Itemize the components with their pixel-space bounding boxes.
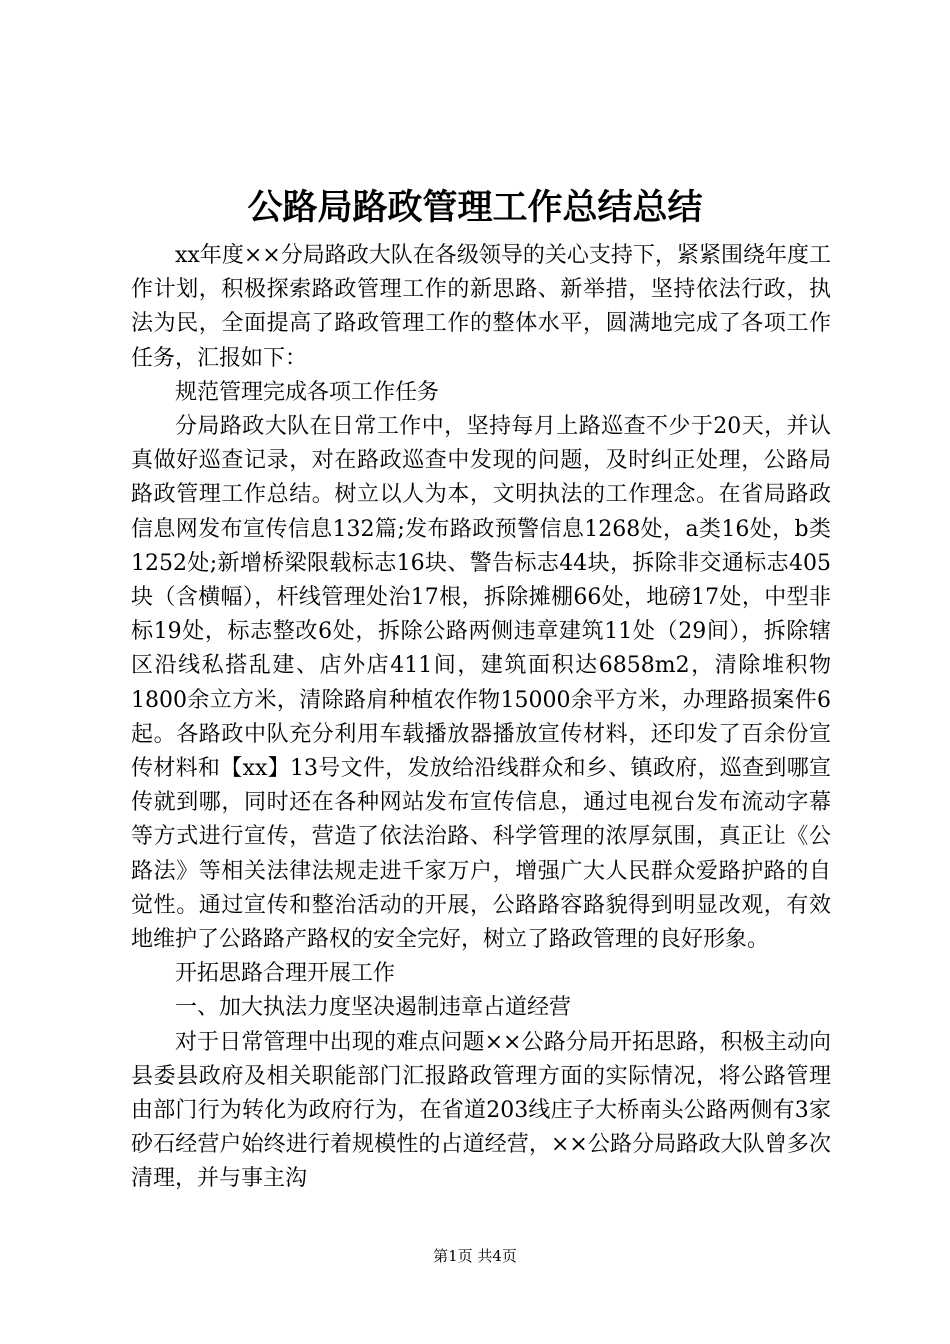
paragraph-main: 分局路政大队在日常工作中，坚持每月上路巡查不少于20天，并认真做好巡查记录，对在路政巡查中发现的问题，及时纠正处理，公路局路政管理工作总结。树立以人为本，文明执法的工作理念。在省局路政信息网发布宣传信息132篇;发布路政预警信息1268处，a类16处，b类1252处;新增桥梁限载标志16块、警告标志44块，拆除非交通标志405块（含横幅），杆线管理处治17根，拆除摊棚66处，地磅17处，中型非标19处，标志整改6处，拆除公路两侧违章建筑11处（29间），拆除辖区沿线私搭乱建、店外店411间，建筑面积达6858m2，清除堆积物1800余立方米，清除路肩种植农作物15000余平方米，办理路损案件6起。各路政中队充分利用车载播放器播放宣传材料，还印发了百余份宣传材料和【xx】13号文件，发放给沿线群众和乡、镇政府，巡查到哪宣传就到哪，同时还在各种网站发布宣传信息，通过电视台发布流动字幕等方式进行宣传，营造了依法治路、科学管理的浓厚氛围，真正让《公路法》等相关法律法规走进千家万户，增强广大人民群众爱路护路的自觉性。通过宣传和整治活动的开展，公路路容路貌得到明显改观，有效地维护了公路路产路权的安全完好，树立了路政管理的良好形象。	[131, 414, 831, 953]
paragraph-intro: xx年度××分局路政大队在各级领导的关心支持下，紧紧围绕年度工作计划，积极探索路政管理工作的新思路、新举措，坚持依法行政，执法为民，全面提高了路政管理工作的整体水平，圆满地完成了各项工作任务，汇报如下：	[131, 243, 831, 371]
document-body	[131, 239, 831, 1197]
document-title: 公路局路政管理工作总结总结	[247, 188, 703, 228]
section-heading: 开拓思路合理开展工作	[175, 961, 396, 987]
subsection-heading: 一、加大执法力度坚决遏制违章占道经营	[175, 995, 572, 1021]
section-heading: 规范管理完成各项工作任务	[175, 379, 440, 405]
paragraph-enforcement: 对于日常管理中出现的难点问题××公路分局开拓思路，积极主动向县委县政府及相关职能部门汇报路政管理方面的实际情况，将公路管理由部门行为转化为政府行为，在省道203线庄子大桥南头公路两侧有3家砂石经营户始终进行着规模性的占道经营，××公路分局路政大队曾多次清理，并与事主沟	[131, 1029, 831, 1192]
page-footer: 第1页 共4页	[433, 1247, 517, 1265]
